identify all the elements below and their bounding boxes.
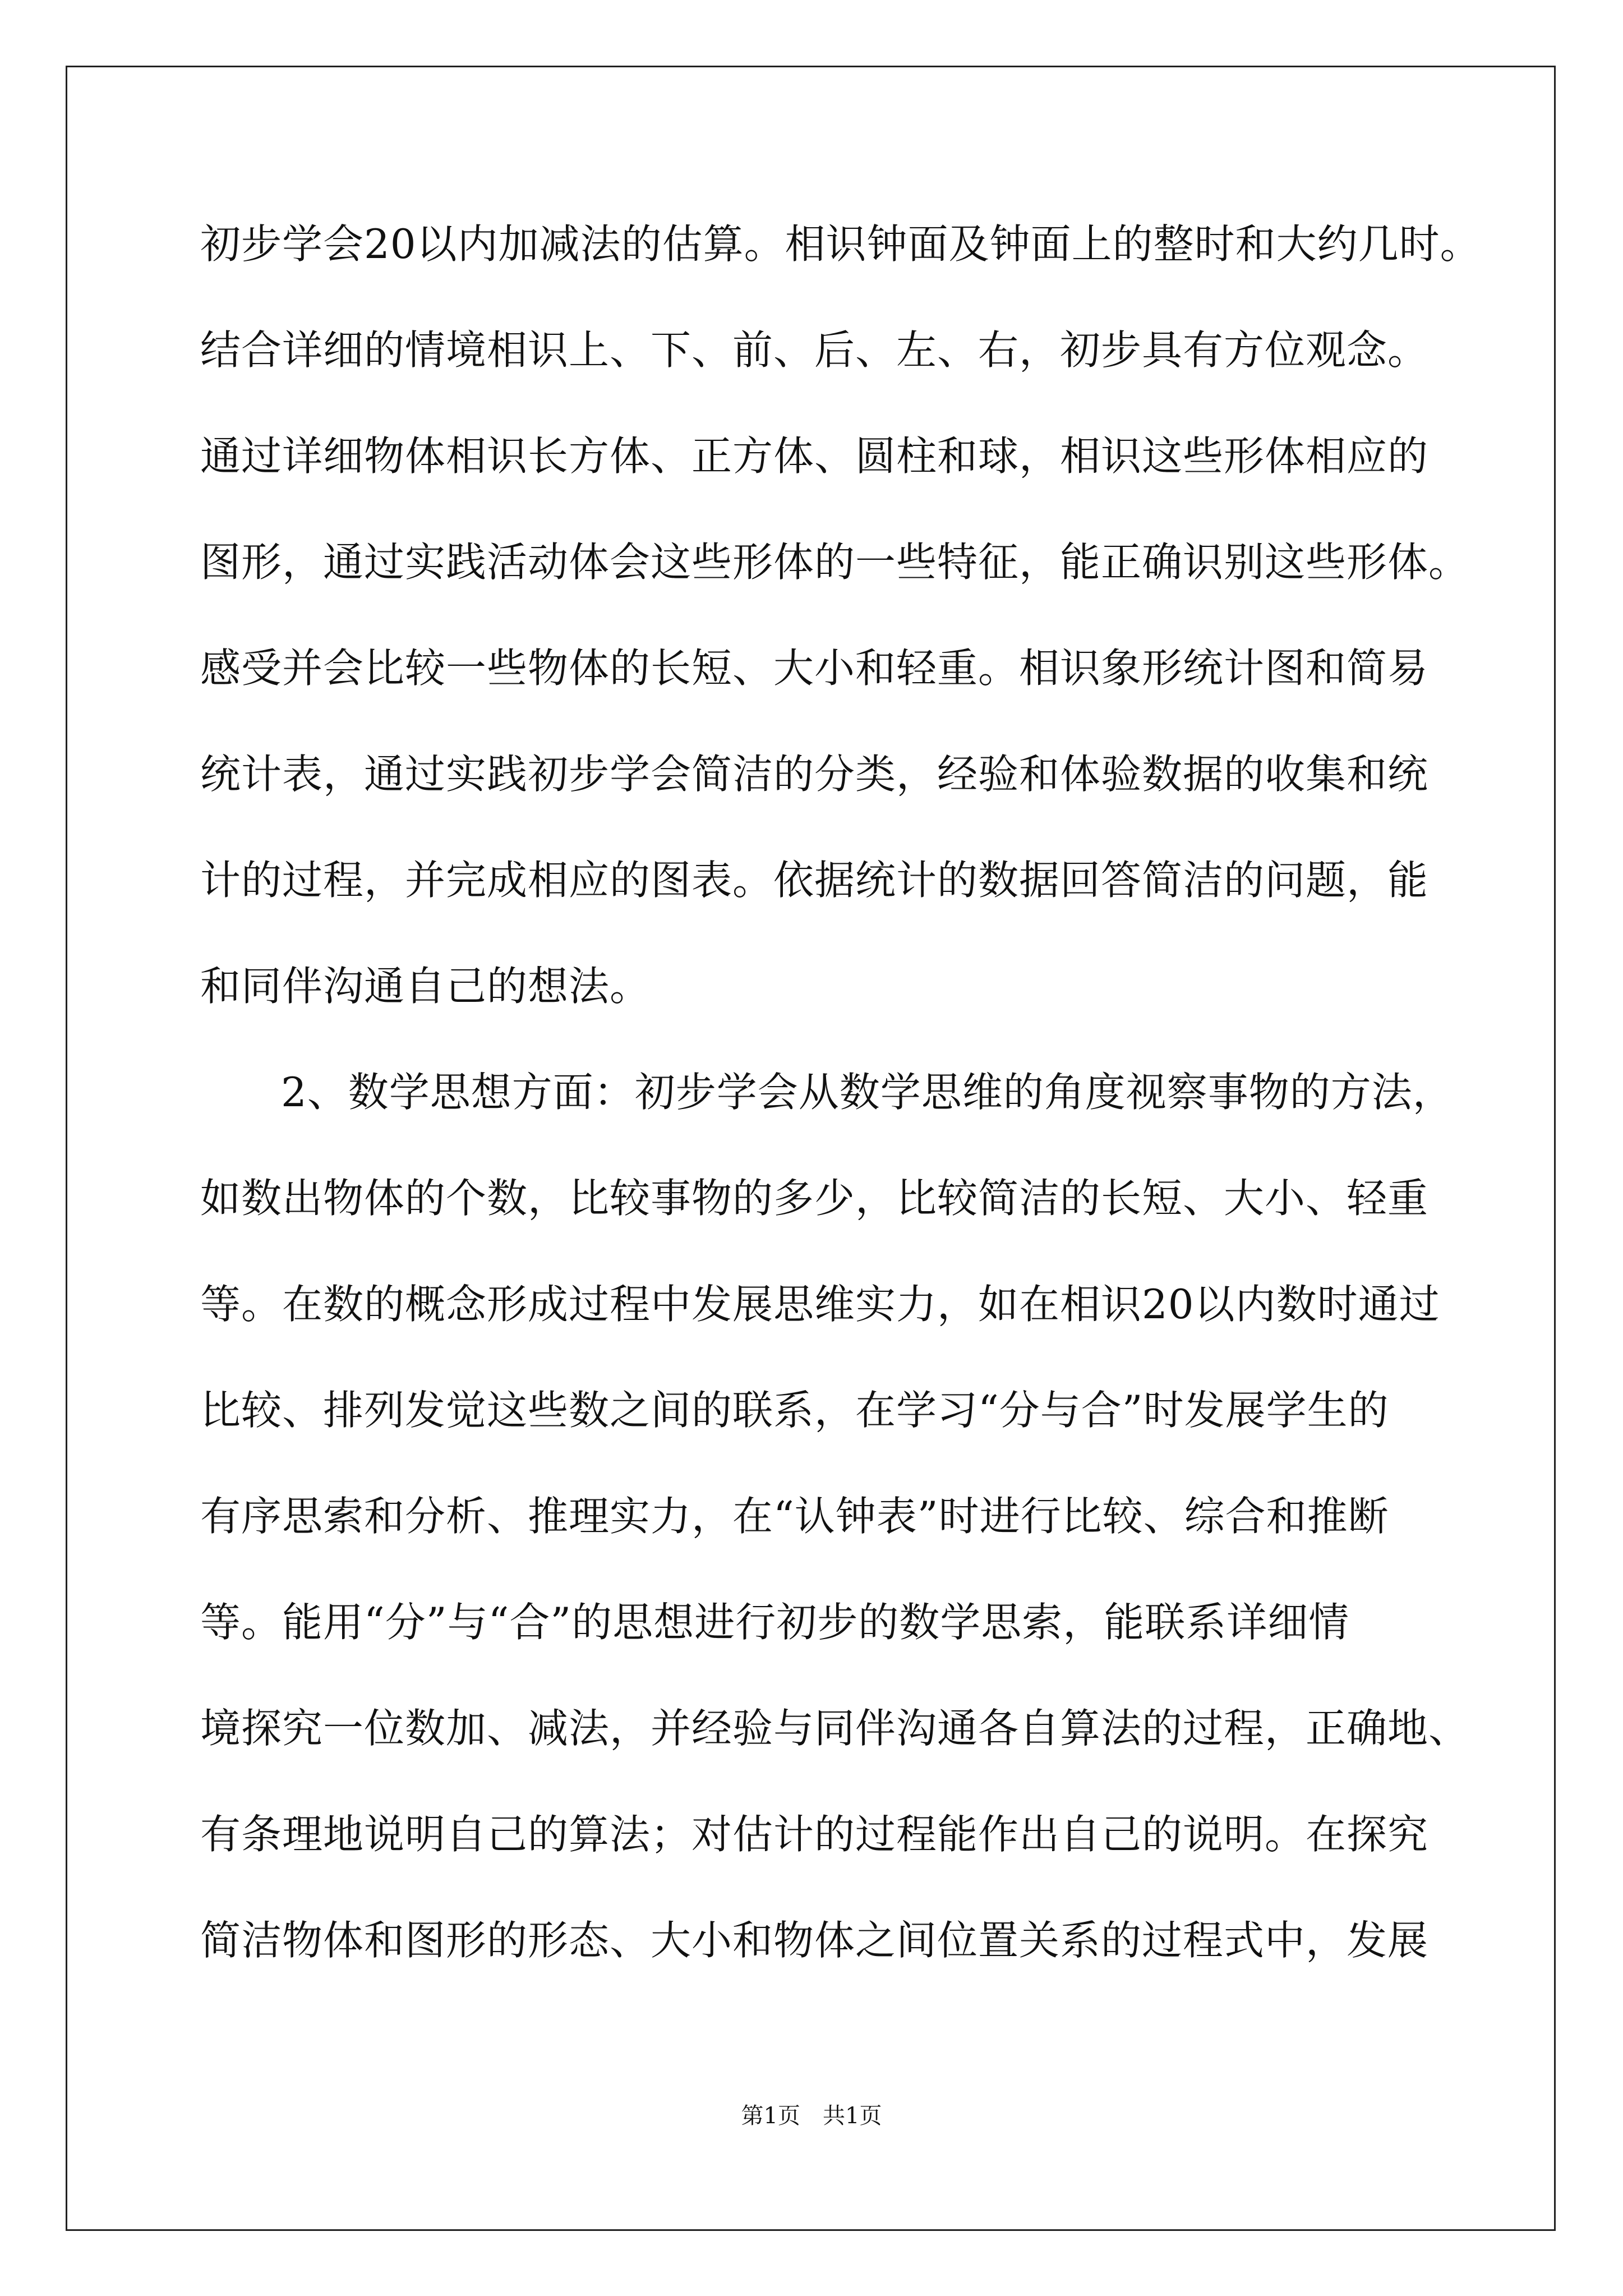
- text-line: 和同伴沟通自己的想法。: [200, 963, 651, 1010]
- text-line: 图形，通过实践活动体会这些形体的一些特征，能正确识别这些形体。: [200, 539, 1470, 586]
- page-number: 第1页: [741, 2103, 800, 2129]
- text-line: 如数出物体的个数，比较事物的多少，比较简洁的长短、大小、轻重: [200, 1175, 1429, 1222]
- page-total: 共1页: [823, 2103, 882, 2129]
- text-line: 通过详细物体相识长方体、正方体、圆柱和球，相识这些形体相应的: [200, 432, 1429, 480]
- text-line: 有条理地说明自己的算法；对估计的过程能作出自己的说明。在探究: [200, 1811, 1429, 1858]
- text-line: 结合详细的情境相识上、下、前、后、左、右，初步具有方位观念。: [200, 326, 1429, 374]
- text-line: 等。在数的概念形成过程中发展思维实力，如在相识20以内数时通过: [200, 1281, 1440, 1328]
- text-line: 简洁物体和图形的形态、大小和物体之间位置关系的过程式中，发展: [200, 1917, 1429, 1964]
- text-line: 统计表，通过实践初步学会简洁的分类，经验和体验数据的收集和统: [200, 751, 1429, 798]
- text-line: 比较、排列发觉这些数之间的联系，在学习“分与合”时发展学生的: [200, 1387, 1389, 1434]
- text-line: 初步学会20以内加减法的估算。相识钟面及钟面上的整时和大约几时。: [200, 220, 1481, 268]
- text-line: 等。能用“分”与“合”的思想进行初步的数学思索，能联系详细情: [200, 1599, 1350, 1646]
- page-footer: [0, 2098, 1623, 2130]
- text-line: 计的过程，并完成相应的图表。依据统计的数据回答简洁的问题，能: [200, 857, 1429, 904]
- text-line: 境探究一位数加、减法，并经验与同伴沟通各自算法的过程，正确地、: [200, 1705, 1470, 1752]
- document-body: [200, 220, 1481, 2024]
- text-line: 感受并会比较一些物体的长短、大小和轻重。相识象形统计图和简易: [200, 645, 1429, 692]
- text-line: 有序思索和分析、推理实力，在“认钟表”时进行比较、综合和推断: [200, 1493, 1389, 1540]
- paragraph-start-line: 2、数学思想方面：初步学会从数学思维的角度视察事物的方法，: [281, 1069, 1454, 1116]
